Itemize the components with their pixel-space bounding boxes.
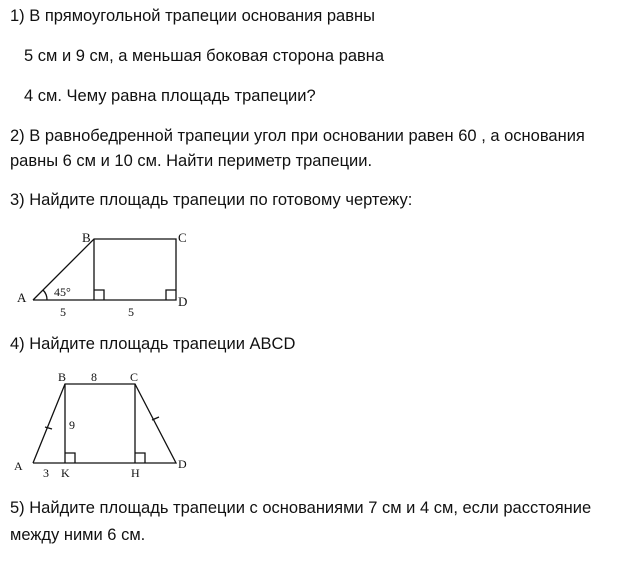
ak-label: 3 xyxy=(43,466,49,480)
problem-2-line-1: 2) В равнобедренной трапеции угол при основании равен 60 , а основания xyxy=(10,127,585,145)
height-label: 9 xyxy=(69,418,75,432)
vertex-a: A xyxy=(17,290,27,305)
right-angle-mark-h xyxy=(135,453,145,463)
problem-1-line-1: 1) В прямоугольной трапеции основания равны xyxy=(10,7,375,25)
vertex-k: K xyxy=(61,466,70,480)
problem-1-line-3: 4 см. Чему равна площадь трапеции? xyxy=(24,87,316,105)
trapezoid-3-outline xyxy=(33,239,176,300)
angle-label: 45° xyxy=(54,285,71,299)
vertex-b: B xyxy=(82,230,91,245)
right-angle-mark xyxy=(94,290,104,300)
vertex-d: D xyxy=(178,294,188,309)
vertex-c: C xyxy=(130,370,139,384)
problem-5-line-2: между ними 6 см. xyxy=(10,526,146,544)
problem-3-line-1: 3) Найдите площадь трапеции по готовому чертежу: xyxy=(10,191,413,209)
vertex-h: H xyxy=(131,466,140,480)
equal-tick-cd xyxy=(152,417,159,420)
segment-label-2: 5 xyxy=(128,305,134,319)
problem-5-line-1: 5) Найдите площадь трапеции с основаниями 7 см и 4 см, если расстояние xyxy=(10,499,592,517)
vertex-b: B xyxy=(58,370,67,384)
right-angle-mark xyxy=(166,290,176,300)
equal-tick-ab xyxy=(45,427,52,429)
vertex-c: C xyxy=(178,230,187,245)
problem-4-line-1: 4) Найдите площадь трапеции ABCD xyxy=(10,335,296,353)
problem-1-line-2: 5 см и 9 см, а меньшая боковая сторона равна xyxy=(24,47,385,65)
vertex-d: D xyxy=(178,457,187,471)
vertex-a: A xyxy=(14,459,23,473)
angle-arc-a xyxy=(43,290,47,300)
right-angle-mark-k xyxy=(65,453,75,463)
segment-label-1: 5 xyxy=(60,305,66,319)
problem-2-line-2: равны 6 см и 10 см. Найти периметр трапеции. xyxy=(10,152,373,170)
trapezoid-4-outline xyxy=(33,384,176,463)
top-base-label: 8 xyxy=(91,370,97,384)
